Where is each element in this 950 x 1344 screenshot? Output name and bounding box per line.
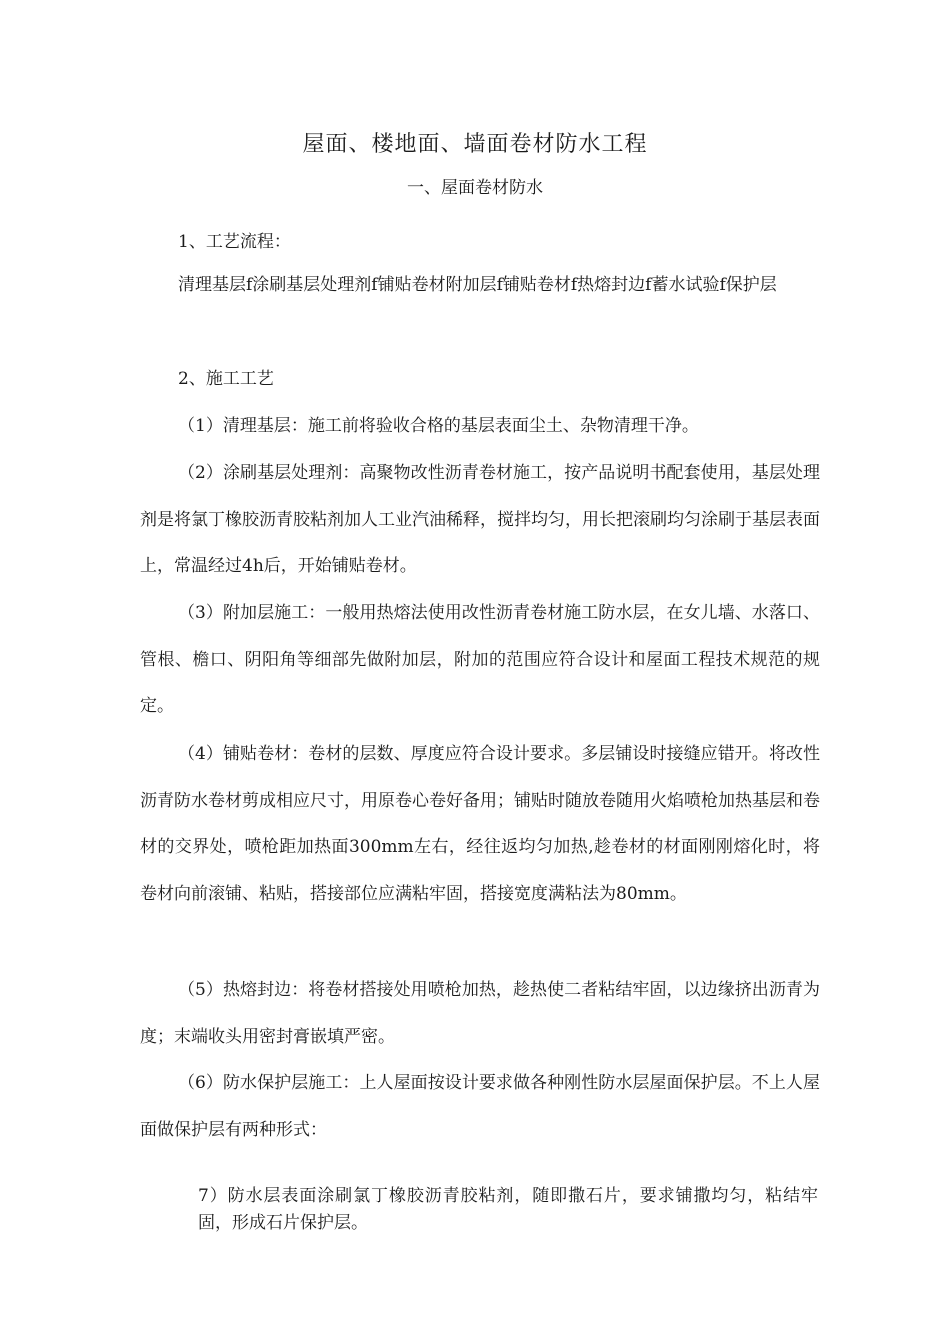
step-5-paragraph: （5）热熔封边：将卷材搭接处用喷枪加热，趁热使二者粘结牢固，以边缘挤出沥青为度；末端收头用密封膏嵌填严密。 xyxy=(140,980,820,1047)
document-title: 屋面、楼地面、墙面卷材防水工程 xyxy=(302,132,648,157)
technique-heading: 2、施工工艺 xyxy=(178,369,274,389)
step-4-paragraph: （4）铺贴卷材：卷材的层数、厚度应符合设计要求。多层铺设时接缝应错开。将改性沥青防水卷材剪成相应尺寸，用原卷心卷好备用；铺贴时随放卷随用火焰喷枪加热基层和卷材的交界处，喷枪距加热面300mm左右，经往返均匀加热,趁卷材的材面刚刚熔化时，将卷材向前滚铺、粘贴，搭接部位应满粘牢固，搭接宽度满粘法为80mm。 xyxy=(140,744,820,904)
section-heading-roof: 一、屋面卷材防水 xyxy=(407,178,543,198)
step-7-paragraph: 7）防水层表面涂刷氯丁橡胶沥青胶粘剂，随即撒石片，要求铺撒均匀，粘结牢固，形成石片保护层。 xyxy=(198,1186,818,1233)
step-6-paragraph: （6）防水保护层施工：上人屋面按设计要求做各种刚性防水层屋面保护层。不上人屋面做保护层有两种形式： xyxy=(140,1073,820,1140)
step-1-paragraph: （1）清理基层：施工前将验收合格的基层表面尘土、杂物清理干净。 xyxy=(178,416,699,436)
step-2-paragraph: （2）涂刷基层处理剂：高聚物改性沥青卷材施工，按产品说明书配套使用，基层处理剂是将氯丁橡胶沥青胶粘剂加人工业汽油稀释，搅拌均匀，用长把滚刷均匀涂刷于基层表面上，常温经过4h后，开始铺贴卷材。 xyxy=(140,463,820,576)
process-flow-text: 清理基层f涂刷基层处理剂f铺贴卷材附加层f铺贴卷材f热熔封边f蓄水试验f保护层 xyxy=(178,275,777,295)
step-3-paragraph: （3）附加层施工：一般用热熔法使用改性沥青卷材施工防水层，在女儿墙、水落口、管根、檐口、阴阳角等细部先做附加层，附加的范围应符合设计和屋面工程技术规范的规定。 xyxy=(140,603,820,716)
process-heading: 1、工艺流程： xyxy=(178,232,291,252)
